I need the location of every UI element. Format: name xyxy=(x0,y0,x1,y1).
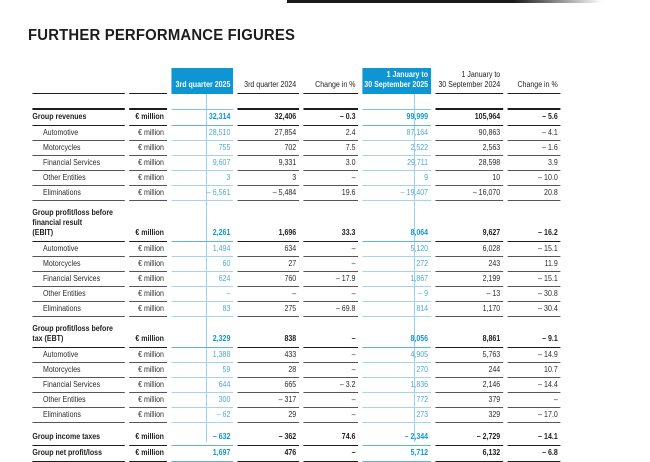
value-cell: – 362 xyxy=(237,430,298,446)
row-label: Group profit/loss before tax (EBT) xyxy=(32,324,124,348)
value-cell: 838 xyxy=(237,324,298,348)
value-cell: – xyxy=(303,363,358,378)
table-row xyxy=(32,171,560,186)
value-cell: 270 xyxy=(363,363,431,378)
unit-cell: € million xyxy=(129,430,167,446)
value-cell: 1,388 xyxy=(171,348,233,363)
group-title-value-cell xyxy=(507,94,560,110)
header-unit-spacer xyxy=(129,60,167,94)
row-label: Eliminations xyxy=(32,302,124,317)
value-cell: – 14.1 xyxy=(507,430,560,446)
section-spacer-row xyxy=(32,201,560,208)
value-cell: – 14.9 xyxy=(507,348,560,363)
value-cell: – 15.1 xyxy=(507,272,560,287)
value-cell: – 2,344 xyxy=(363,430,431,446)
value-cell: 8,861 xyxy=(435,324,503,348)
value-cell: – 62 xyxy=(171,408,233,423)
value-cell: – xyxy=(171,287,233,302)
value-cell: – 17.0 xyxy=(507,408,560,423)
row-label: Group profit/loss before financial result (EBIT) xyxy=(32,208,124,242)
row-label: Financial Services xyxy=(32,272,124,287)
header-label-spacer xyxy=(32,60,124,94)
value-cell: 29,711 xyxy=(363,156,431,171)
value-cell: – 1.6 xyxy=(507,141,560,156)
value-cell: – xyxy=(303,348,358,363)
value-cell: – xyxy=(237,287,298,302)
value-cell: 5,763 xyxy=(435,348,503,363)
row-label: Group income taxes xyxy=(32,430,124,446)
group-title-value-cell xyxy=(435,94,503,110)
value-cell: – 17.9 xyxy=(303,272,358,287)
value-cell: 2,261 xyxy=(171,208,233,242)
value-cell: 10 xyxy=(435,171,503,186)
value-cell: 9,331 xyxy=(237,156,298,171)
value-cell: – 6,561 xyxy=(171,186,233,201)
value-cell: 755 xyxy=(171,141,233,156)
value-cell: – 9.1 xyxy=(507,324,560,348)
table-row xyxy=(32,302,560,317)
value-cell: 99,999 xyxy=(363,110,431,126)
performance-table-zone xyxy=(28,60,638,457)
value-cell: 1,697 xyxy=(171,446,233,462)
value-cell: 300 xyxy=(171,393,233,408)
value-cell: – 9 xyxy=(363,287,431,302)
value-cell: 476 xyxy=(237,446,298,462)
value-cell: 11.9 xyxy=(507,257,560,272)
value-cell: 3 xyxy=(237,171,298,186)
value-cell: – 69.8 xyxy=(303,302,358,317)
row-label: Financial Services xyxy=(32,156,124,171)
section-spacer-cell xyxy=(32,423,560,430)
table-row xyxy=(32,287,560,302)
value-cell: 2,329 xyxy=(171,324,233,348)
section-row xyxy=(32,430,560,446)
value-cell: – xyxy=(303,446,358,462)
unit-cell: € million xyxy=(129,257,167,272)
group-title-unit-cell xyxy=(129,94,167,110)
value-cell: 3.0 xyxy=(303,156,358,171)
value-cell: – 4.1 xyxy=(507,126,560,141)
group-title-value-cell xyxy=(303,94,358,110)
section-row xyxy=(32,446,560,462)
value-cell: 27 xyxy=(237,257,298,272)
value-cell: 2,199 xyxy=(435,272,503,287)
unit-cell: € million xyxy=(129,208,167,242)
value-cell: 1,867 xyxy=(363,272,431,287)
table-row xyxy=(32,272,560,287)
value-cell: 9 xyxy=(363,171,431,186)
value-cell: 5,120 xyxy=(363,242,431,257)
column-header-highlight-box: 1 January to 30 September 2025 xyxy=(363,68,431,94)
unit-cell: € million xyxy=(129,378,167,393)
value-cell: – xyxy=(303,324,358,348)
value-cell: – 30.4 xyxy=(507,302,560,317)
table-row xyxy=(32,186,560,201)
value-cell: 2.4 xyxy=(303,126,358,141)
value-cell: 7.5 xyxy=(303,141,358,156)
row-label: Other Entities xyxy=(32,171,124,186)
value-cell: 3.9 xyxy=(507,156,560,171)
row-label: Financial Services xyxy=(32,378,124,393)
value-cell: – 3.2 xyxy=(303,378,358,393)
group-title-label xyxy=(32,94,124,110)
page-title: FURTHER PERFORMANCE FIGURES xyxy=(28,27,296,44)
value-cell: 702 xyxy=(237,141,298,156)
value-cell: 1,836 xyxy=(363,378,431,393)
unit-cell: € million xyxy=(129,171,167,186)
value-cell: 28,510 xyxy=(171,126,233,141)
value-cell: – 16.2 xyxy=(507,208,560,242)
unit-cell: € million xyxy=(129,363,167,378)
column-header: Change in % xyxy=(507,60,560,94)
section-row xyxy=(32,208,560,242)
column-header: Change in % xyxy=(303,60,358,94)
value-cell: 3 xyxy=(171,171,233,186)
column-header-highlight xyxy=(171,60,233,94)
row-label: Other Entities xyxy=(32,287,124,302)
unit-cell: € million xyxy=(129,348,167,363)
table-row xyxy=(32,126,560,141)
value-cell: – 30.8 xyxy=(507,287,560,302)
section-row xyxy=(32,110,560,126)
value-cell: 29 xyxy=(237,408,298,423)
row-label: Automotive xyxy=(32,126,124,141)
value-cell: 1,494 xyxy=(171,242,233,257)
value-cell: 28,598 xyxy=(435,156,503,171)
value-cell: – xyxy=(303,257,358,272)
value-cell: – xyxy=(507,393,560,408)
row-label: Motorcycles xyxy=(32,363,124,378)
unit-cell: € million xyxy=(129,393,167,408)
column-header: 3rd quarter 2024 xyxy=(237,60,298,94)
unit-cell: € million xyxy=(129,186,167,201)
value-cell: 244 xyxy=(435,363,503,378)
table-scaler xyxy=(28,60,565,462)
value-cell: 33.3 xyxy=(303,208,358,242)
row-label: Automotive xyxy=(32,242,124,257)
section-row xyxy=(32,324,560,348)
value-cell: 273 xyxy=(363,408,431,423)
value-cell: 329 xyxy=(435,408,503,423)
value-cell: 433 xyxy=(237,348,298,363)
table-row xyxy=(32,242,560,257)
value-cell: 2,563 xyxy=(435,141,503,156)
row-label: Eliminations xyxy=(32,186,124,201)
row-label: Group revenues xyxy=(32,110,124,126)
table-row xyxy=(32,141,560,156)
value-cell: – 19,407 xyxy=(363,186,431,201)
row-label: Group net profit/loss xyxy=(32,446,124,462)
value-cell: 1,170 xyxy=(435,302,503,317)
section-spacer-cell xyxy=(32,201,560,208)
value-cell: 59 xyxy=(171,363,233,378)
value-cell: 105,964 xyxy=(435,110,503,126)
section-spacer-cell xyxy=(32,317,560,324)
value-cell: 28 xyxy=(237,363,298,378)
row-label: Eliminations xyxy=(32,408,124,423)
row-label: Other Entities xyxy=(32,393,124,408)
value-cell: 4,905 xyxy=(363,348,431,363)
value-cell: 6,132 xyxy=(435,446,503,462)
value-cell: – 16,070 xyxy=(435,186,503,201)
value-cell: 9,607 xyxy=(171,156,233,171)
value-cell: 379 xyxy=(435,393,503,408)
unit-cell: € million xyxy=(129,110,167,126)
table-row xyxy=(32,257,560,272)
value-cell: 1,696 xyxy=(237,208,298,242)
value-cell: – 632 xyxy=(171,430,233,446)
group-title-value-cell xyxy=(171,94,233,110)
value-cell: – xyxy=(303,393,358,408)
column-header-highlight xyxy=(363,60,431,94)
value-cell: 9,627 xyxy=(435,208,503,242)
value-cell: 5,712 xyxy=(363,446,431,462)
table-row xyxy=(32,348,560,363)
table-header-row xyxy=(32,60,560,94)
unit-cell: € million xyxy=(129,141,167,156)
table-row xyxy=(32,156,560,171)
value-cell: – 13 xyxy=(435,287,503,302)
value-cell: 10.7 xyxy=(507,363,560,378)
value-cell: 83 xyxy=(171,302,233,317)
value-cell: 275 xyxy=(237,302,298,317)
value-cell: – 317 xyxy=(237,393,298,408)
unit-cell: € million xyxy=(129,446,167,462)
value-cell: – xyxy=(303,287,358,302)
value-cell: 272 xyxy=(363,257,431,272)
value-cell: – xyxy=(303,242,358,257)
unit-cell: € million xyxy=(129,156,167,171)
table-row xyxy=(32,408,560,423)
row-label: Motorcycles xyxy=(32,257,124,272)
value-cell: – 15.1 xyxy=(507,242,560,257)
value-cell: 665 xyxy=(237,378,298,393)
value-cell: 814 xyxy=(363,302,431,317)
value-cell: 634 xyxy=(237,242,298,257)
value-cell: 90,863 xyxy=(435,126,503,141)
column-header: 1 January to 30 September 2024 xyxy=(435,60,503,94)
page-top-rule xyxy=(287,0,602,3)
value-cell: – 14.4 xyxy=(507,378,560,393)
value-cell: 32,314 xyxy=(171,110,233,126)
value-cell: – 6.8 xyxy=(507,446,560,462)
value-cell: 2,522 xyxy=(363,141,431,156)
value-cell: 27,854 xyxy=(237,126,298,141)
group-title-value-cell xyxy=(237,94,298,110)
unit-cell: € million xyxy=(129,272,167,287)
value-cell: 32,406 xyxy=(237,110,298,126)
row-label: Automotive xyxy=(32,348,124,363)
performance-table xyxy=(28,60,565,462)
value-cell: 60 xyxy=(171,257,233,272)
value-cell: – xyxy=(303,408,358,423)
unit-cell: € million xyxy=(129,408,167,423)
section-spacer-row xyxy=(32,317,560,324)
value-cell: 19.6 xyxy=(303,186,358,201)
value-cell: – 5,484 xyxy=(237,186,298,201)
value-cell: 8,056 xyxy=(363,324,431,348)
value-cell: 772 xyxy=(363,393,431,408)
value-cell: – 10.0 xyxy=(507,171,560,186)
value-cell: – xyxy=(303,171,358,186)
value-cell: 760 xyxy=(237,272,298,287)
value-cell: – 0.3 xyxy=(303,110,358,126)
value-cell: – 5.6 xyxy=(507,110,560,126)
value-cell: 20.8 xyxy=(507,186,560,201)
unit-cell: € million xyxy=(129,126,167,141)
value-cell: 2,146 xyxy=(435,378,503,393)
value-cell: 8,064 xyxy=(363,208,431,242)
unit-cell: € million xyxy=(129,324,167,348)
table-row xyxy=(32,378,560,393)
group-title-value-cell xyxy=(363,94,431,110)
unit-cell: € million xyxy=(129,287,167,302)
unit-cell: € million xyxy=(129,242,167,257)
value-cell: 87,164 xyxy=(363,126,431,141)
value-cell: 6,028 xyxy=(435,242,503,257)
row-label: Motorcycles xyxy=(32,141,124,156)
value-cell: 624 xyxy=(171,272,233,287)
value-cell: 644 xyxy=(171,378,233,393)
table-row xyxy=(32,363,560,378)
value-cell: – 2,729 xyxy=(435,430,503,446)
section-spacer-row xyxy=(32,423,560,430)
unit-cell: € million xyxy=(129,302,167,317)
column-header-highlight-box: 3rd quarter 2025 xyxy=(171,68,233,94)
value-cell: 74.6 xyxy=(303,430,358,446)
value-cell: 243 xyxy=(435,257,503,272)
group-title-row xyxy=(32,94,560,110)
table-row xyxy=(32,393,560,408)
